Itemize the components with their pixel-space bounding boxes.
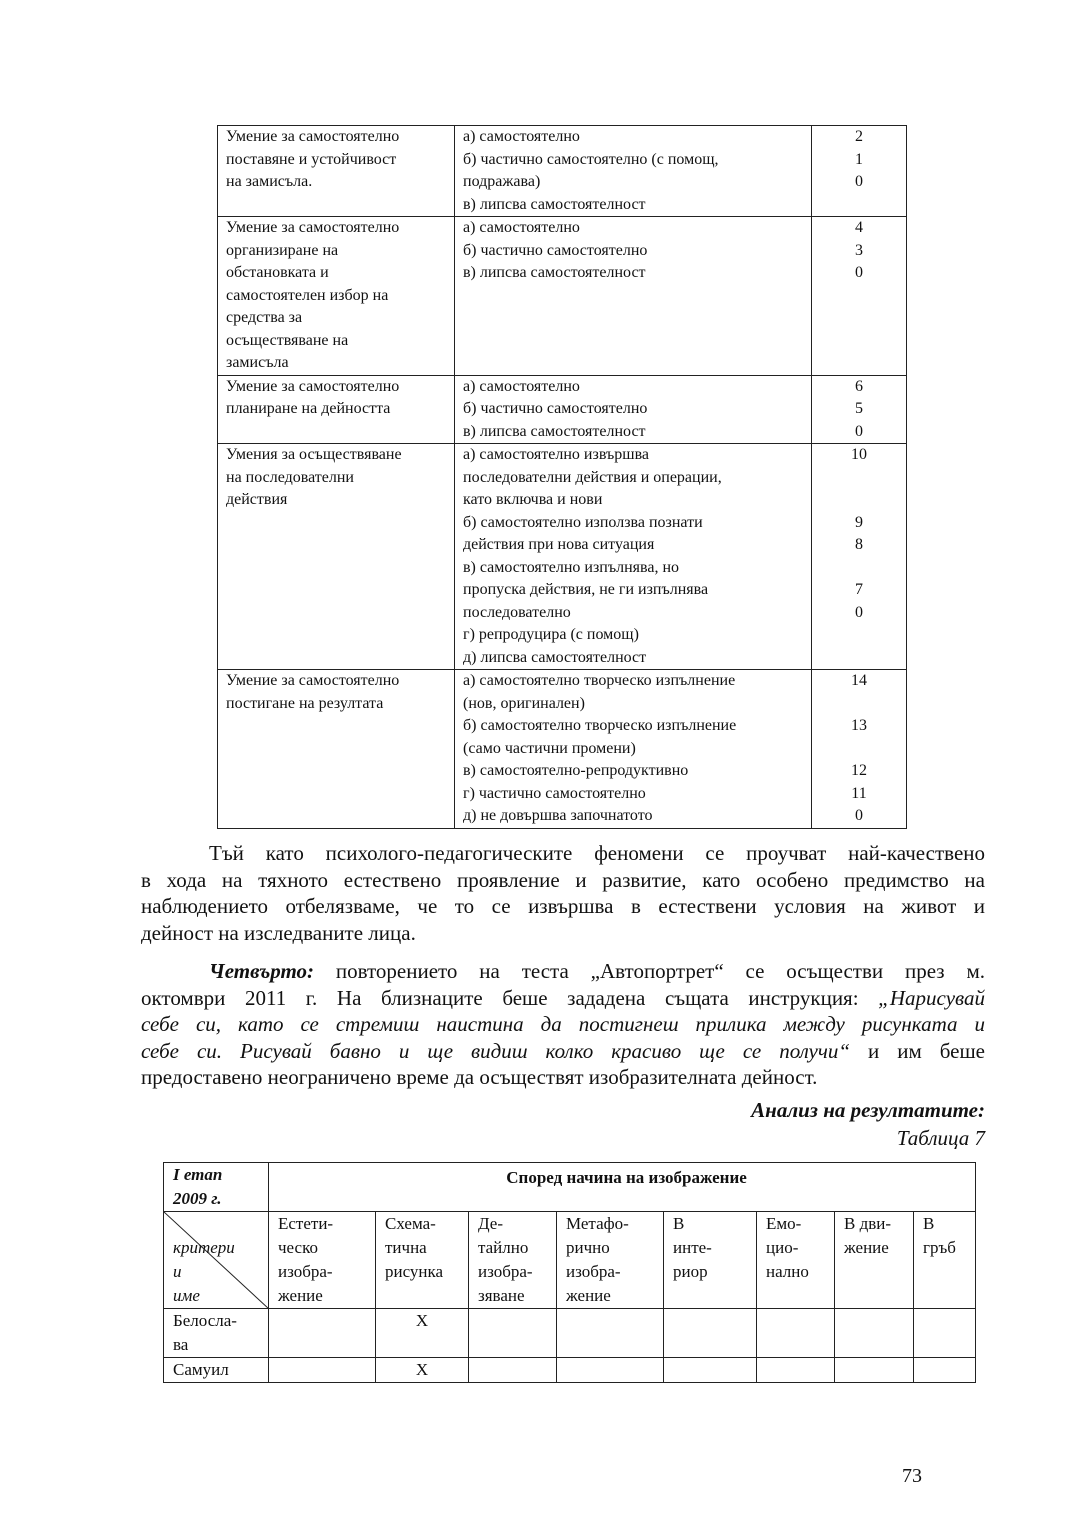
column-header-text: Схема-: [385, 1214, 436, 1233]
results-row: [164, 1358, 976, 1383]
points-value: 1: [855, 150, 863, 168]
points-value: [812, 738, 906, 761]
results-row: [164, 1309, 976, 1358]
points-value: 0: [855, 807, 863, 824]
column-header: [757, 1212, 835, 1309]
page-number: 73: [902, 1465, 922, 1487]
paragraph-line: Тъй като психолого-педагогическите феномени се проучват най-качествено: [209, 841, 985, 865]
points-value: 10: [851, 446, 867, 463]
paragraph-observation: [141, 840, 985, 946]
mark-cell: [664, 1309, 757, 1358]
points-value: 7: [855, 581, 863, 598]
column-header-text: жение: [278, 1286, 323, 1305]
points-value: 0: [855, 264, 863, 281]
criterion-text: обстановката и: [226, 264, 329, 281]
paragraph-line: дейност на изследваните лица.: [141, 920, 416, 945]
column-header-text: инте-: [673, 1238, 712, 1257]
options-cell: [455, 217, 812, 376]
criterion-text: Умение за самостоятелно: [226, 219, 400, 236]
mark-cell: [914, 1309, 976, 1358]
criterion-cell: [218, 217, 455, 376]
paragraph-fourth: [141, 958, 985, 1091]
option-text: в) липсва самостоятелност: [463, 422, 646, 440]
mark-cell: [664, 1358, 757, 1383]
points-cell: [812, 444, 907, 670]
column-header-text: изобра-: [278, 1262, 333, 1281]
criterion-text: Умение за самостоятелно: [226, 672, 400, 689]
mark-cell: [835, 1358, 914, 1383]
points-value: 8: [855, 536, 863, 553]
criterion-text: поставяне и устойчивост: [226, 150, 397, 168]
mark-cell: [557, 1358, 664, 1383]
criterion-text: средства за: [226, 309, 303, 326]
diagonal-header-cell: [164, 1212, 269, 1309]
criterion-text: постигане на резултата: [226, 694, 384, 712]
options-cell: [455, 375, 812, 444]
column-header-text: В: [923, 1214, 935, 1233]
criteria-row: [218, 126, 907, 217]
criterion-cell: [218, 444, 455, 670]
stage-label: I етап: [173, 1165, 223, 1184]
group-header: Според начина на изображение: [269, 1163, 976, 1212]
column-header-text: изобра-: [566, 1262, 621, 1281]
criterion-cell: [218, 670, 455, 829]
mark-cell: X: [376, 1309, 469, 1358]
paragraph-line: [141, 958, 985, 985]
mark-cell: [914, 1358, 976, 1383]
options-cell: [455, 670, 812, 829]
criteria-table: [217, 125, 907, 829]
child-name: ва: [173, 1335, 189, 1354]
criterion-text: планиране на дейността: [226, 400, 391, 417]
points-cell: [812, 670, 907, 829]
points-cell: [812, 217, 907, 376]
points-value: 5: [855, 400, 863, 417]
column-header: [835, 1212, 914, 1309]
paragraph-line: [141, 985, 985, 1012]
criteria-row: [218, 217, 907, 376]
column-header: [269, 1212, 376, 1309]
paragraph-text: повторението на теста „Автопортрет“ се осъществи през м.: [314, 959, 985, 983]
column-header: [469, 1212, 557, 1309]
mark-cell: [469, 1358, 557, 1383]
column-header: [664, 1212, 757, 1309]
points-value: 2: [855, 128, 863, 145]
option-text: в) липсва самостоятелност: [463, 195, 646, 213]
option-text: б) частично самостоятелно: [463, 241, 648, 259]
option-text: г) частично самостоятелно: [463, 784, 646, 802]
column-header-text: рисунка: [385, 1262, 444, 1281]
column-header-text: Метафо-: [566, 1214, 629, 1233]
option-text: б) самостоятелно използва познати: [463, 513, 703, 531]
instruction-quote: „Нарисувай: [878, 985, 985, 1010]
criterion-text: на замисъла.: [226, 173, 313, 190]
option-text: в) самостоятелно-репродуктивно: [463, 762, 689, 779]
points-value: 4: [855, 219, 863, 236]
mark-cell: [757, 1309, 835, 1358]
options-cell: [455, 126, 812, 217]
points-value: 0: [855, 603, 863, 621]
diagonal-line: [164, 1212, 269, 1309]
instruction-quote: себе си. Рисувай бавно и ще видиш колко красиво ще се получи“: [141, 1038, 851, 1063]
options-cell: [455, 444, 812, 670]
points-value: [812, 489, 906, 512]
criterion-text: организиране на: [226, 241, 339, 259]
column-header-text: ческо: [278, 1238, 318, 1257]
column-header-text: зяване: [478, 1286, 525, 1305]
column-header-text: тична: [385, 1238, 427, 1257]
option-text: д) липсва самостоятелност: [463, 648, 647, 666]
criterion-text: самостоятелен избор на: [226, 286, 389, 304]
points-value: 12: [851, 762, 867, 779]
table-caption: Таблица 7: [896, 1126, 985, 1150]
column-header-text: жение: [844, 1238, 889, 1257]
results-table: [163, 1162, 976, 1383]
points-value: 14: [851, 672, 867, 689]
points-value: [812, 647, 906, 670]
points-value: 6: [855, 377, 863, 395]
column-header: [376, 1212, 469, 1309]
option-text: в) липсва самостоятелност: [463, 264, 646, 281]
mark-cell: X: [376, 1358, 469, 1383]
criteria-label: и: [173, 1262, 182, 1281]
criterion-text: осъществяване на: [226, 331, 349, 349]
points-value: [812, 624, 906, 647]
paragraph-text: октомври 2011 г. На близнаците беше зададена същата инструкция:: [141, 985, 879, 1010]
column-header-text: В: [673, 1214, 685, 1233]
option-text: а) самостоятелно: [463, 219, 580, 236]
mark-cell: [835, 1309, 914, 1358]
column-header-text: изобра-: [478, 1262, 533, 1281]
option-text: (нов, оригинален): [463, 694, 585, 712]
criteria-row: [218, 375, 907, 444]
stage-cell: [164, 1163, 269, 1212]
column-header-text: Естети-: [278, 1214, 334, 1233]
mark-cell: [757, 1358, 835, 1383]
option-text: а) самостоятелно творческо изпълнение: [463, 672, 736, 689]
points-value: 13: [851, 717, 867, 734]
child-name-cell: [164, 1309, 269, 1358]
paragraph-line: в хода на тяхното естествено проявление и развитие, като особено предимство на: [141, 867, 985, 892]
column-header-text: Де-: [478, 1214, 504, 1233]
option-text: действия при нова ситуация: [463, 536, 655, 553]
column-header-text: Емо-: [766, 1214, 802, 1233]
paragraph-text: и им беше: [850, 1038, 985, 1063]
column-header-text: нално: [766, 1262, 809, 1281]
mark-cell: [269, 1358, 376, 1383]
option-text: д) не довършва започнатото: [463, 807, 653, 824]
points-value: 9: [855, 513, 863, 531]
criterion-text: Умения за осъществяване: [226, 446, 402, 463]
paragraph-line: предоставено неограничено време да осъществят изобразителната дейност.: [141, 1065, 818, 1089]
mark-cell: [557, 1309, 664, 1358]
criterion-text: действия: [226, 491, 288, 508]
analysis-heading: Анализ на резултатите:: [751, 1098, 985, 1122]
criterion-text: на последователни: [226, 468, 354, 486]
option-text: а) самостоятелно: [463, 377, 580, 395]
column-header-text: тайлно: [478, 1238, 529, 1257]
column-header: [557, 1212, 664, 1309]
option-text: в) самостоятелно изпълнява, но: [463, 558, 680, 576]
column-header-text: В дви-: [844, 1214, 892, 1233]
option-text: като включва и нови: [463, 491, 603, 508]
option-text: б) самостоятелно творческо изпълнение: [463, 717, 737, 734]
column-header-text: гръб: [923, 1238, 956, 1257]
points-value: 11: [851, 784, 867, 802]
points-value: [812, 194, 906, 217]
criterion-text: замисъла: [226, 354, 289, 371]
child-name: Белосла-: [173, 1311, 237, 1330]
column-header-text: рично: [566, 1238, 610, 1257]
criteria-row: [218, 444, 907, 670]
column-header-text: риор: [673, 1262, 708, 1281]
column-header-text: жение: [566, 1286, 611, 1305]
criterion-cell: [218, 126, 455, 217]
points-value: [812, 557, 906, 580]
points-cell: [812, 126, 907, 217]
fourth-lead: Четвърто:: [209, 959, 315, 983]
points-value: [812, 693, 906, 716]
option-text: а) самостоятелно извършва: [463, 446, 650, 463]
paragraph-line: наблюдението отбелязваме, че то се извършва в естествени условия на живот и: [141, 894, 985, 918]
column-header-text: цио-: [766, 1238, 799, 1257]
mark-cell: [469, 1309, 557, 1358]
criteria-row: [218, 670, 907, 829]
option-text: г) репродуцира (с помощ): [463, 626, 639, 643]
option-text: б) частично самостоятелно (с помощ,: [463, 150, 719, 168]
points-value: 3: [855, 241, 863, 259]
points-value: 0: [855, 173, 863, 190]
criteria-label: критери: [173, 1238, 235, 1257]
criterion-text: Умение за самостоятелно: [226, 377, 400, 395]
instruction-quote: себе си, като се стремиш наистина да постигнеш прилика между рисунката и: [141, 1012, 985, 1036]
option-text: подражава): [463, 173, 541, 190]
points-value: [812, 467, 906, 490]
criterion-cell: [218, 375, 455, 444]
option-text: а) самостоятелно: [463, 128, 580, 145]
option-text: последователни действия и операции,: [463, 468, 722, 486]
criterion-text: Умение за самостоятелно: [226, 128, 400, 145]
option-text: пропуска действия, не ги изпълнява: [463, 581, 709, 598]
option-text: б) частично самостоятелно: [463, 400, 648, 417]
paragraph-line: [141, 1038, 985, 1065]
option-text: (само частични промени): [463, 739, 636, 757]
option-text: последователно: [463, 603, 571, 621]
child-name-cell: [164, 1358, 269, 1383]
stage-year: 2009 г.: [173, 1189, 222, 1208]
column-header: [914, 1212, 976, 1309]
child-name: Самуил: [173, 1360, 229, 1379]
mark-cell: [269, 1309, 376, 1358]
points-value: 0: [855, 422, 863, 440]
points-cell: [812, 375, 907, 444]
name-label: име: [173, 1286, 200, 1305]
